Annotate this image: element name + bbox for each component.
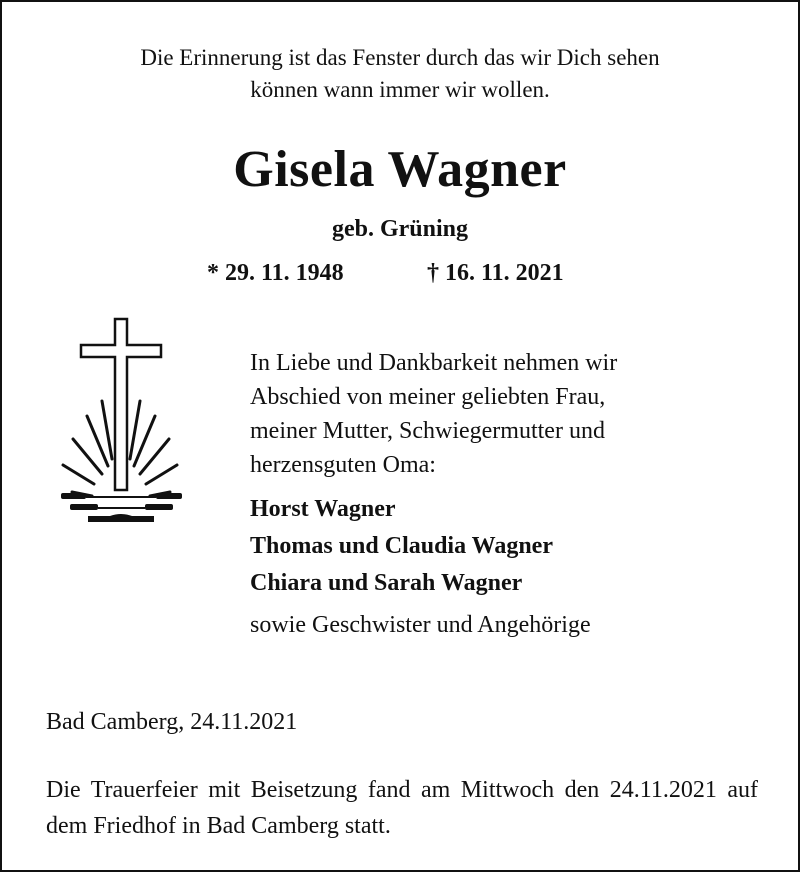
farewell-line: In Liebe und Dankbarkeit nehmen wir [250, 350, 618, 376]
place-date: Bad Camberg, 24.11.2021 [46, 709, 298, 735]
farewell-line: meiner Mutter, Schwiegermutter und [250, 418, 605, 444]
farewell-line: herzensguten Oma: [250, 452, 436, 478]
cross-with-sunrays-icon [42, 314, 202, 529]
maiden-name: geb. Grüning [331, 216, 469, 242]
farewell-text [250, 346, 617, 482]
farewell-line: Abschied von meiner geliebten Frau, [250, 384, 606, 410]
birth-date: * 29. 11. 1948 [207, 260, 344, 286]
motto-line: Die Erinnerung ist das Fenster durch das wir Dich sehen [140, 45, 660, 70]
motto-line: können wann immer wir wollen. [250, 77, 550, 102]
motto [2, 42, 798, 106]
mourner: Thomas und Claudia Wagner [250, 533, 553, 559]
death-date: † 16. 11. 2021 [427, 260, 564, 286]
relatives: sowie Geschwister und Angehörige [250, 612, 591, 638]
mourner: Chiara und Sarah Wagner [250, 570, 523, 596]
mourner: Horst Wagner [250, 496, 396, 522]
deceased-name: Gisela Wagner [233, 141, 567, 198]
funeral-note: Die Trauerfeier mit Beisetzung fand am Mittwoch den 24.11.2021 auf dem Friedhof in Bad Camberg statt. [46, 777, 758, 839]
